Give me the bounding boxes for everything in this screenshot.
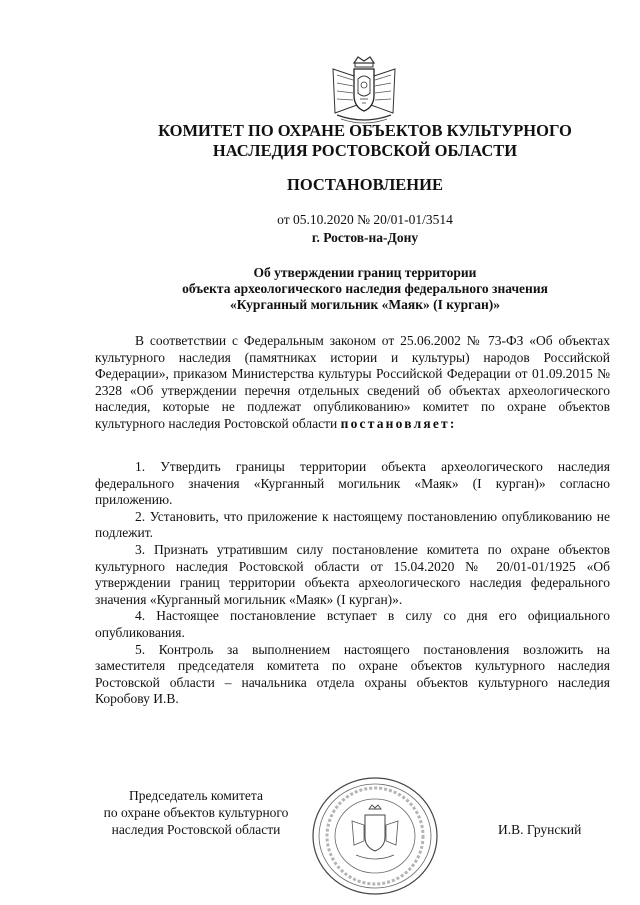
subject-line-3: «Курганный могильник «Маяк» (I курган)» xyxy=(229,297,500,312)
signatory-title-line-3: наследия Ростовской области xyxy=(111,822,281,837)
official-seal-icon xyxy=(310,775,440,897)
resolution-item: 1. Утвердить границы территории объекта археологического наследия федерального значения «Курганный могильник «Маяк» (I курган)» согласно приложению. xyxy=(95,459,610,508)
preamble xyxy=(95,333,610,433)
city: г. Ростов-на-Дону xyxy=(311,230,419,245)
resolves-word: постановляет: xyxy=(340,415,457,431)
committee-line-2: НАСЛЕДИЯ РОСТОВСКОЙ ОБЛАСТИ xyxy=(212,141,518,160)
preamble-text: В соответствии с Федеральным законом от 25.06.2002 № 73-ФЗ «Об объектах культурного наследия (памятниках истории и культуры) народов Российской Федерации», приказом Министерства культуры Российской Федерации от 01.09.2015 № 2328 «Об утверждении перечня отдельных сведений об объектах археологического наследия, которые не подлежат опубликованию» комитет по охране объектов культурного наследия Ростовской области xyxy=(95,333,610,431)
signatory-title-line-2: по охране объектов культурного xyxy=(103,805,289,820)
resolution-item: 2. Установить, что приложение к настоящему постановлению опубликованию не подлежит. xyxy=(95,508,610,541)
resolution-items xyxy=(95,459,610,708)
document-type: ПОСТАНОВЛЕНИЕ xyxy=(287,175,443,194)
document-subject xyxy=(60,265,640,313)
signatory-title-line-1: Председатель комитета xyxy=(129,788,263,803)
preamble-paragraph xyxy=(95,333,610,433)
committee-line-1: КОМИТЕТ ПО ОХРАНЕ ОБЪЕКТОВ КУЛЬТУРНОГО xyxy=(158,121,572,140)
resolution-item: 4. Настоящее постановление вступает в силу со дня его официального опубликования. xyxy=(95,608,610,640)
resolution-item: 5. Контроль за выполнением настоящего постановления возложить на заместителя председателя комитета по охране объектов культурного наследия Ростовской области – начальника отдела охраны объектов культурного наследия Коробову И.В. xyxy=(95,641,610,707)
subject-line-1: Об утверждении границ территории xyxy=(253,265,477,280)
date-and-number: от 05.10.2020 № 20/01-01/3514 xyxy=(277,212,453,227)
subject-line-2: объекта археологического наследия федерального значения xyxy=(182,281,548,296)
signatory-title xyxy=(90,787,302,838)
coat-of-arms-icon xyxy=(327,55,401,127)
signatory-name: И.В. Грунский xyxy=(498,822,582,837)
resolution-item: 3. Признать утратившим силу постановление комитета по охране объектов культурного наследия Ростовской области от 15.04.2020 № 20/01-01/1925 «Об утверждении границ территории объекта археологического наследия федерального значения «Курганный могильник «Маяк» (I курган)». xyxy=(95,541,610,607)
committee-name xyxy=(60,121,640,161)
